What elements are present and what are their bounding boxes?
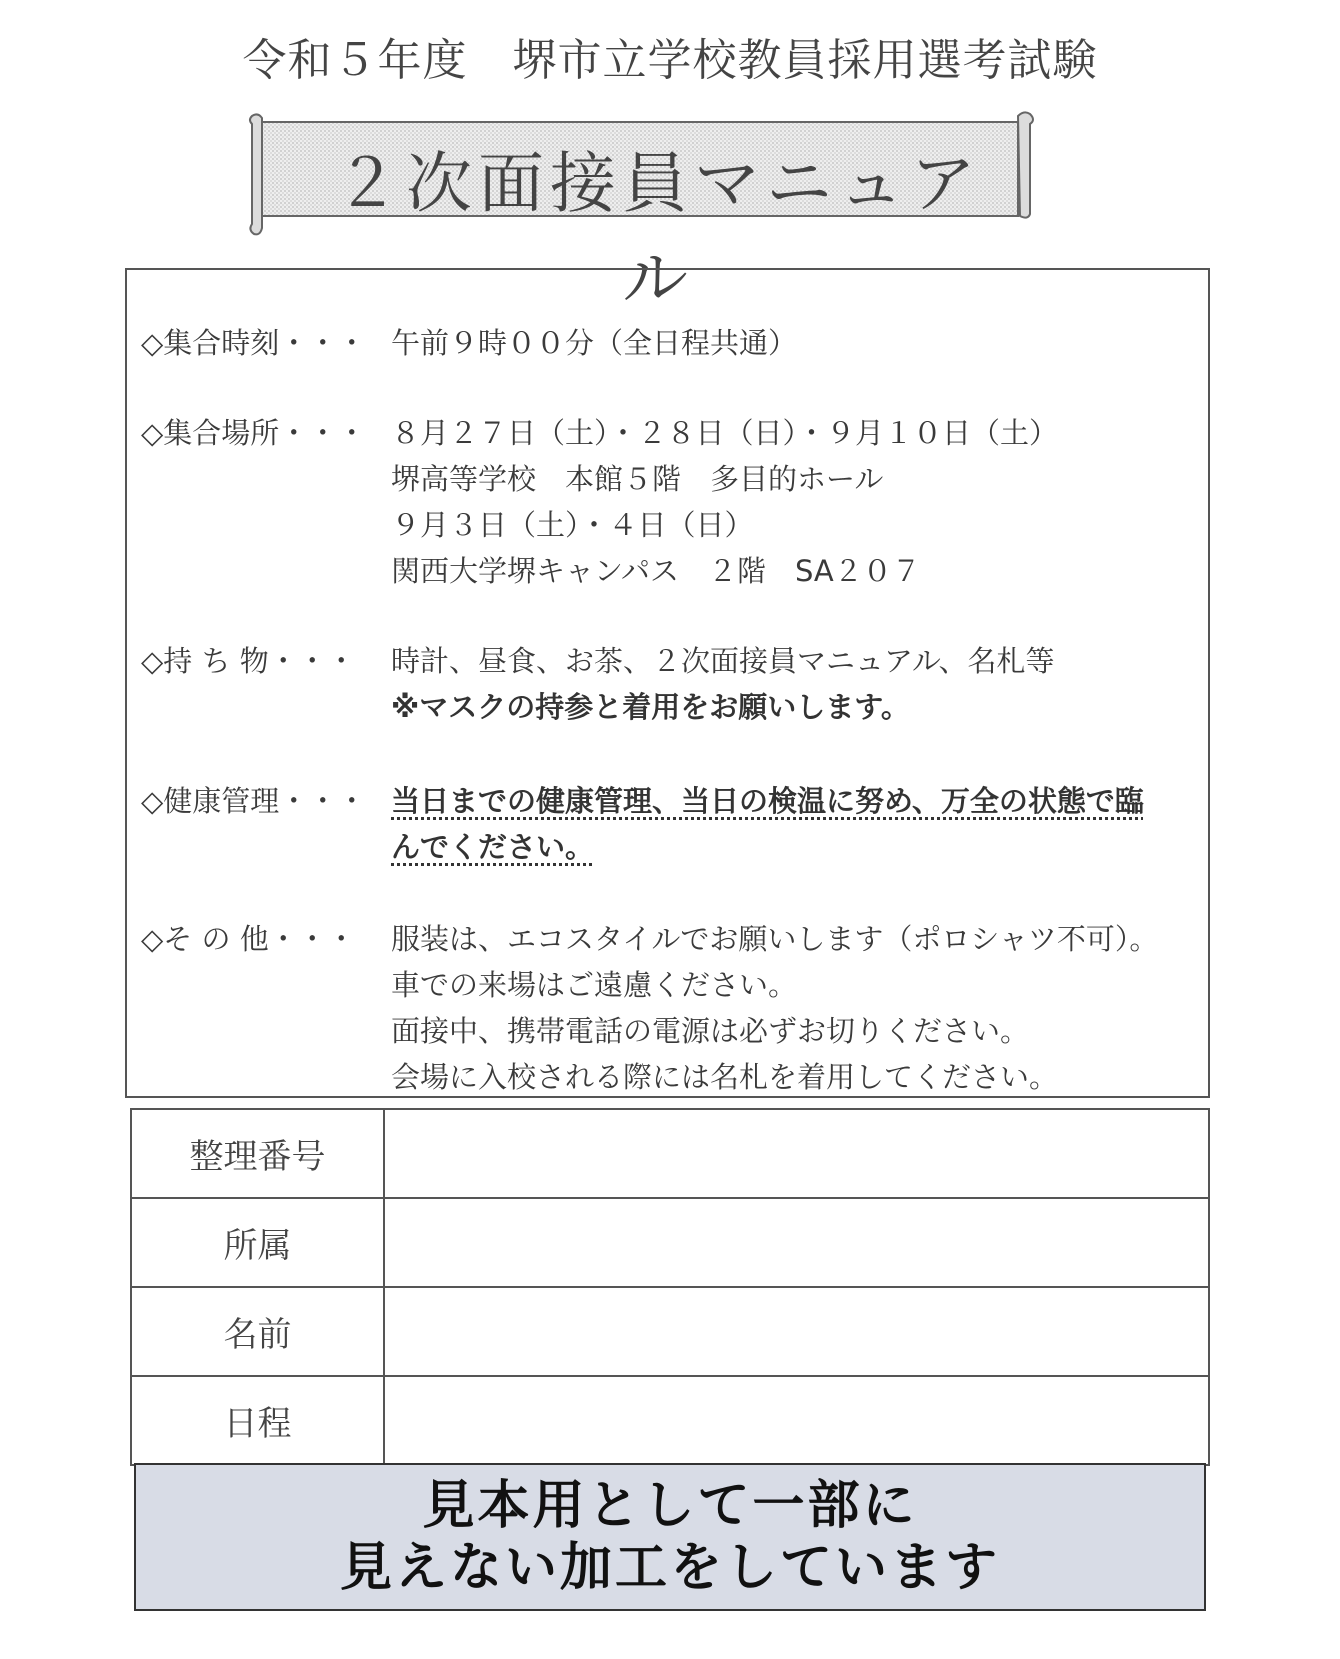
time-label: ◇集合時刻・・・ xyxy=(141,326,367,360)
form-label-affiliation: 所属 xyxy=(131,1198,384,1287)
title-banner xyxy=(248,110,1038,317)
other-line: 会場に入校される際には名札を着用してください。 xyxy=(391,1060,1059,1094)
form-field-name[interactable] xyxy=(384,1287,1209,1376)
place-line: ９月３日（土）・４日（日） xyxy=(391,508,754,542)
form-row xyxy=(131,1109,1209,1198)
other-label: ◇そ の 他・・・ xyxy=(141,922,356,956)
form-label-number: 整理番号 xyxy=(131,1109,384,1198)
document-header: 令和５年度 堺市立学校教員採用選考試験 xyxy=(242,35,1098,86)
items-label: ◇持 ち 物・・・ xyxy=(141,644,356,678)
manual-title: ２次面接員マニュアル xyxy=(334,145,982,317)
health-line: 当日までの健康管理、当日の検温に努め、万全の状態で臨 xyxy=(391,784,1144,818)
form-field-schedule[interactable] xyxy=(384,1376,1209,1465)
form-row xyxy=(131,1198,1209,1287)
other-line: 面接中、携帯電話の電源は必ずお切りください。 xyxy=(391,1014,1030,1048)
mask-note: ※マスクの持参と着用をお願いします。 xyxy=(391,690,910,724)
info-box xyxy=(125,268,1210,1098)
form-field-affiliation[interactable] xyxy=(384,1198,1209,1287)
place-line: ８月２７日（土）・２８日（日）・９月１０日（土） xyxy=(391,416,1059,450)
sample-notice xyxy=(134,1463,1206,1611)
other-line: 服装は、エコスタイルでお願いします（ポロシャツ不可）。 xyxy=(391,922,1159,956)
other-line: 車での来場はご遠慮ください。 xyxy=(391,968,798,1002)
form-table xyxy=(130,1108,1210,1466)
form-row xyxy=(131,1287,1209,1376)
form-field-number[interactable] xyxy=(384,1109,1209,1198)
health-label: ◇健康管理・・・ xyxy=(141,784,367,818)
place-line: 関西大学堺キャンパス ２階 SA２０７ xyxy=(391,554,921,588)
place-line: 堺高等学校 本館５階 多目的ホール xyxy=(391,462,884,496)
time-value: 午前９時００分（全日程共通） xyxy=(391,326,798,360)
notice-line: 見本用として一部に xyxy=(422,1476,918,1536)
health-line: んでください。 xyxy=(391,830,595,864)
items-line: 時計、昼食、お茶、２次面接員マニュアル、名札等 xyxy=(391,644,1055,678)
form-label-name: 名前 xyxy=(131,1287,384,1376)
notice-line: 見えない加工をしています xyxy=(339,1538,1000,1598)
form-label-schedule: 日程 xyxy=(131,1376,384,1465)
form-row xyxy=(131,1376,1209,1465)
place-label: ◇集合場所・・・ xyxy=(141,416,367,450)
